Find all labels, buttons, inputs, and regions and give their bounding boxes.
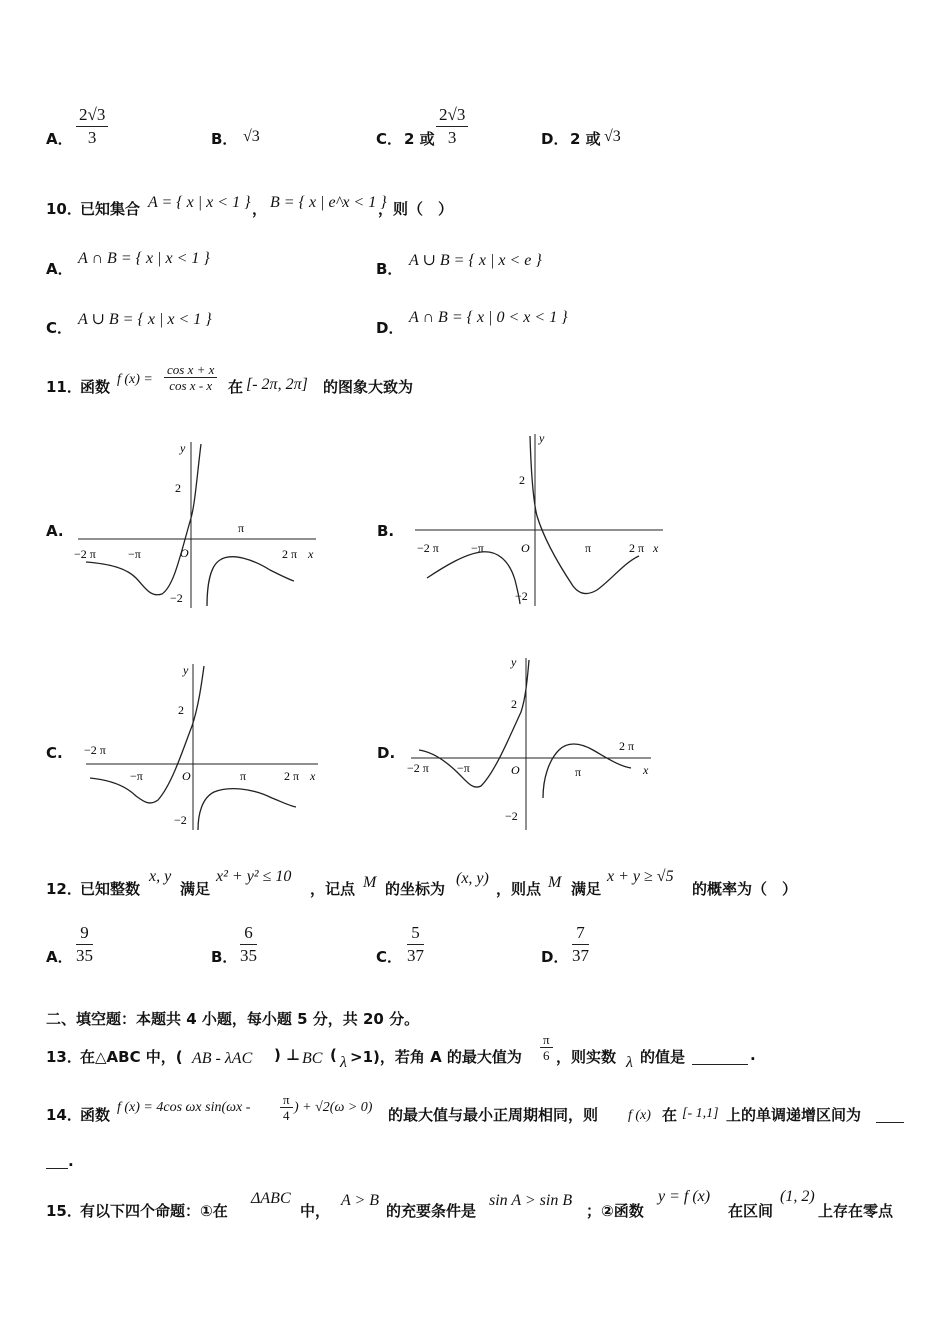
q9-option-a-fraction: $\frac{2√3}{3}$ [76, 104, 108, 149]
q15-t4: ；②函数 [586, 1202, 644, 1220]
graph-a-origin: O [180, 546, 189, 560]
q15-triangle: ΔABC [251, 1190, 291, 1207]
q13-vec2: BC [302, 1050, 323, 1067]
q13-lambda-2: λ [626, 1054, 633, 1071]
q13-t6: 的值是 [640, 1048, 686, 1066]
q12-m1: M [363, 874, 377, 891]
graph-d-tick-neg2: −2 [505, 809, 518, 823]
q14-formula-part1: f (x) = 4cos ωx sin(ωx - [117, 1100, 251, 1115]
q12-t1: 已知整数 [80, 880, 141, 898]
graph-c-y-label: y [183, 663, 189, 677]
graph-a-label: A. [46, 522, 64, 540]
q12-t5: ，则点 [496, 880, 542, 898]
graph-a-x-label: x [308, 547, 314, 561]
q15-stem [0, 1186, 950, 1222]
q9-option-d-prefix: 2 或 [570, 130, 601, 148]
q14-interval: [- 1,1] [682, 1106, 719, 1121]
graph-a-tick-2: 2 [175, 481, 181, 495]
graph-d-y-label: y [511, 655, 517, 669]
graph-b-tick-neg2: −2 [515, 589, 528, 603]
q14-answer-blank-a[interactable] [876, 1104, 904, 1123]
graph-c-tick-2pi: 2 π [284, 769, 300, 783]
q13-stem [0, 1032, 950, 1076]
q13-t3: ( [330, 1046, 337, 1064]
q14-continuation [0, 1150, 950, 1176]
section-2-title: 二、填空题：本题共 4 小题，每小题 5 分，共 20 分。 [46, 1010, 420, 1028]
q12-xy: x, y [149, 868, 172, 885]
q10-stem [0, 188, 950, 218]
graph-c-label: C. [46, 744, 63, 762]
graph-b-tick-2: 2 [519, 473, 525, 487]
graph-d-tick-pi: π [575, 765, 582, 779]
q12-option-c-fraction: $\frac{5}{37}$ [407, 923, 424, 965]
graph-d-origin: O [511, 763, 520, 777]
q13-number: 13． [46, 1048, 82, 1066]
graph-a-tick-neg-2pi: −2 π [74, 547, 96, 561]
q12-number: 12． [46, 880, 82, 898]
graph-a [70, 436, 320, 612]
q9-option-a-label: A． [46, 130, 73, 148]
q9-option-b-value: √3 [243, 128, 260, 145]
q15-func: y = f (x) [658, 1188, 711, 1205]
q13-t2: ) ⊥ [274, 1046, 300, 1064]
q13-vec1: AB - λAC [192, 1050, 253, 1067]
q10-suffix: ，则（ ） [378, 200, 454, 218]
q11-suffix: 的图象大致为 [323, 378, 414, 396]
graph-c-tick-neg-pi: −π [130, 769, 143, 783]
q12-cond: x + y ≥ √5 [607, 868, 674, 885]
q12-coord: (x, y) [456, 870, 489, 887]
graph-d-label: D. [377, 744, 396, 762]
q14-fx: f (x) [628, 1108, 651, 1123]
q9-option-b-label: B． [211, 130, 238, 148]
graph-a-tick-2pi: 2 π [282, 547, 298, 561]
q14-t1: 的最大值与最小正周期相同，则 [388, 1106, 599, 1124]
q12-t4: 的坐标为 [385, 880, 446, 898]
q9-option-c-label: C． [376, 130, 403, 148]
q12-option-b-label: B． [211, 948, 238, 966]
q10-set-b: B = { x | e^x < 1 } [270, 194, 387, 211]
graph-a-curve-left [86, 444, 201, 595]
q10-option-c-expr: A ∪ B = { x | x < 1 } [78, 311, 212, 328]
q12-option-a-fraction: $\frac{9}{35}$ [76, 923, 93, 965]
graph-a-y-label: y [180, 441, 186, 455]
q12-option-d-fraction: $\frac{7}{37}$ [572, 923, 589, 965]
graph-c-tick-pi: π [240, 769, 247, 783]
q10-option-d-label: D． [376, 319, 404, 337]
q12-ineq: x² + y² ≤ 10 [216, 868, 292, 885]
graph-d-tick-neg-2pi: −2 π [407, 761, 429, 775]
q12-stem [0, 866, 950, 900]
q13-t5: ，则实数 [556, 1048, 617, 1066]
q12-option-d-label: D． [541, 948, 569, 966]
q13-end: . [750, 1046, 756, 1064]
q11-number: 11． [46, 378, 82, 396]
q15-t2: 中， [300, 1202, 331, 1220]
q10-comma: ， [252, 200, 268, 218]
q12-t6: 满足 [571, 880, 602, 898]
q10-set-a: A = { x | x < 1 } [148, 194, 251, 211]
graph-d [405, 654, 657, 832]
q15-t6: 上存在零点 [818, 1202, 894, 1220]
graph-d-tick-2pi: 2 π [619, 739, 635, 753]
graph-b-curve-right [530, 436, 639, 593]
graph-c-x-label: x [310, 769, 316, 783]
graph-a-tick-neg2: −2 [170, 591, 183, 605]
q14-answer-blank-b[interactable] [46, 1150, 68, 1169]
graph-a-tick-neg-pi: −π [128, 547, 141, 561]
q14-number: 14． [46, 1106, 82, 1124]
graph-a-curve-right [207, 557, 294, 606]
graph-c-curve-right [198, 789, 296, 830]
q11-stem [0, 358, 950, 406]
q15-t1: 有以下四个命题：①在 [80, 1202, 228, 1220]
q15-interval: (1, 2) [780, 1188, 815, 1205]
q14-formula-fraction: $\frac{\pi}{4}$ [280, 1092, 293, 1123]
q12-t7: 的概率为（ ） [692, 880, 798, 898]
graph-b-y-label: y [539, 431, 545, 445]
q12-option-c-label: C． [376, 948, 403, 966]
graph-d-tick-2: 2 [511, 697, 517, 711]
q14-formula-part2: ) + √2(ω > 0) [294, 1100, 373, 1115]
graph-b-tick-neg-2pi: −2 π [417, 541, 439, 555]
q10-options-row1 [0, 246, 950, 276]
q12-t3: ，记点 [310, 880, 356, 898]
q12-t2: 满足 [180, 880, 211, 898]
graph-c-origin: O [182, 769, 191, 783]
q13-t4: >1)，若角 A 的最大值为 [350, 1048, 522, 1066]
graph-c [80, 660, 322, 832]
q10-option-c-label: C． [46, 319, 73, 337]
q14-stem [0, 1092, 950, 1134]
q10-option-a-label: A． [46, 260, 73, 278]
q12-option-b-fraction: $\frac{6}{35}$ [240, 923, 257, 965]
q13-t1: 在△ABC 中，( [80, 1048, 183, 1066]
q12-option-a-label: A． [46, 948, 73, 966]
graph-b-label: B. [377, 522, 395, 540]
q14-t2: 在 [662, 1106, 678, 1124]
q11-mid: 在 [228, 378, 244, 396]
graph-d-x-label: x [643, 763, 649, 777]
graph-b-tick-pi: π [585, 541, 592, 555]
q11-fraction: $\frac{\text{cos x + x}}{\text{cos x - x}}$ [164, 362, 217, 393]
q10-options-row2 [0, 305, 950, 335]
q14-end: . [68, 1152, 74, 1170]
graph-b-origin: O [521, 541, 530, 555]
q9-option-c-prefix: 2 或 [404, 130, 435, 148]
q15-t5: 在区间 [728, 1202, 774, 1220]
q10-option-b-label: B． [376, 260, 403, 278]
q15-cond: A > B [341, 1192, 380, 1209]
q14-prefix: 函数 [80, 1106, 111, 1124]
q9-option-d-label: D． [541, 130, 569, 148]
graph-b-curve-left [427, 552, 520, 604]
q13-fraction: $\frac{\pi}{6}$ [540, 1032, 553, 1063]
graph-b-x-label: x [653, 541, 659, 555]
q15-sin: sin A > sin B [489, 1192, 573, 1209]
q13-answer-blank[interactable] [692, 1046, 748, 1065]
graph-c-tick-neg-2pi: −2 π [84, 743, 106, 757]
q15-number: 15． [46, 1202, 82, 1220]
graph-b-tick-2pi: 2 π [629, 541, 645, 555]
q10-prefix: 已知集合 [80, 200, 141, 218]
q11-interval: [- 2π, 2π] [246, 376, 308, 393]
q15-t3: 的充要条件是 [386, 1202, 477, 1220]
graph-b [405, 430, 667, 608]
graph-d-tick-neg-pi: −π [457, 761, 470, 775]
q10-option-d-expr: A ∩ B = { x | 0 < x < 1 } [409, 309, 568, 326]
q9-option-c-fraction: $\frac{2√3}{3}$ [436, 104, 468, 149]
q12-m2: M [548, 874, 562, 891]
q11-fx: f (x) = [117, 372, 153, 387]
graph-a-tick-pi: π [238, 521, 245, 535]
q11-prefix: 函数 [80, 378, 111, 396]
q12-options [0, 920, 950, 970]
graph-c-tick-neg2: −2 [174, 813, 187, 827]
q10-option-a-expr: A ∩ B = { x | x < 1 } [78, 250, 210, 267]
q14-t3: 上的单调递增区间为 [726, 1106, 862, 1124]
graph-c-tick-2: 2 [178, 703, 184, 717]
q13-lambda: λ [340, 1054, 347, 1071]
q9-options [0, 104, 950, 160]
section-2-heading [0, 1008, 950, 1030]
q9-option-d-value: √3 [604, 128, 621, 145]
graph-d-curve-right [543, 744, 631, 798]
graph-b-tick-neg-pi: −π [471, 541, 484, 555]
q10-option-b-expr: A ∪ B = { x | x < e } [409, 252, 542, 269]
q10-number: 10． [46, 200, 82, 218]
